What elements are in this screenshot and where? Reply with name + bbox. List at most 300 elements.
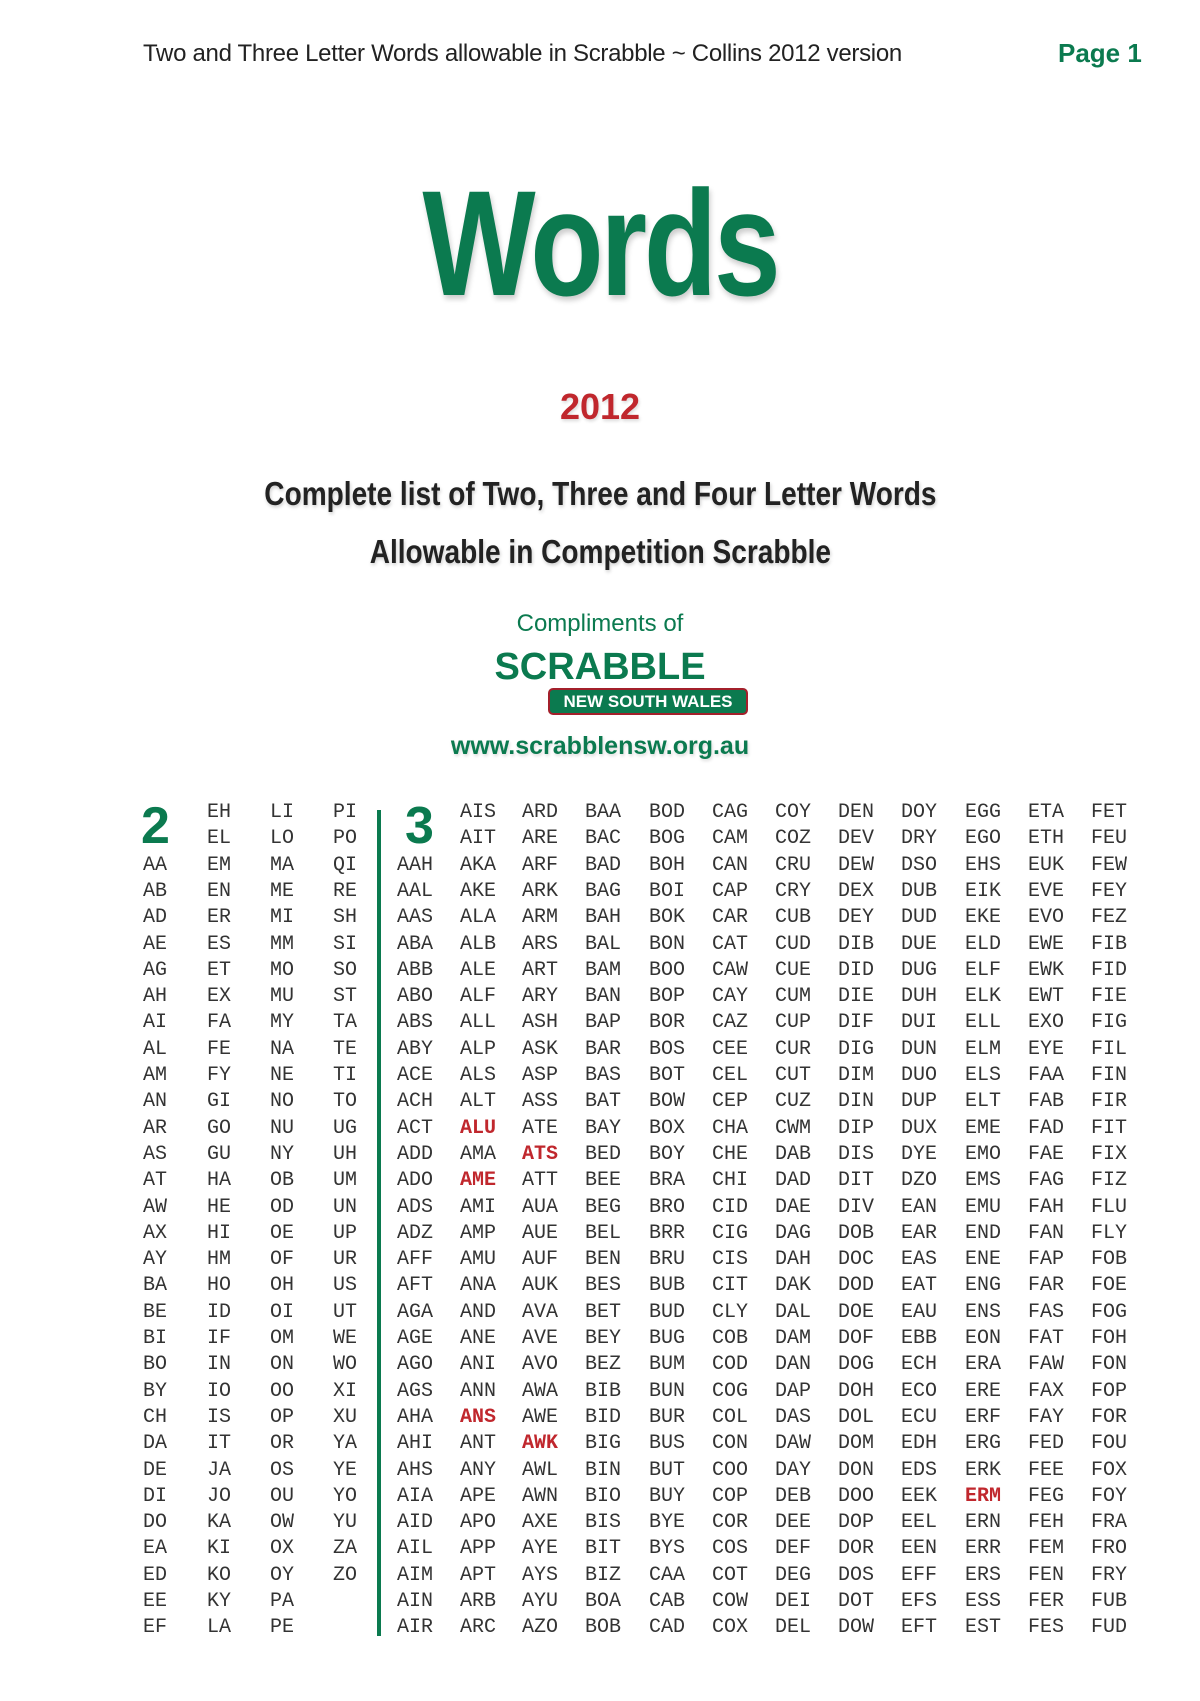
word-cell: DOL [838, 1405, 875, 1429]
word-cell: AD [143, 906, 168, 930]
word-cell: ADO [397, 1169, 434, 1193]
word-cell: BAT [585, 1090, 622, 1114]
word-cell: ART [522, 958, 559, 982]
word-cell: CWM [775, 1116, 812, 1140]
word-cell: BEZ [585, 1353, 622, 1377]
word-cell: AHS [397, 1458, 434, 1482]
word-cell: APE [460, 1484, 497, 1508]
word-cell: DOO [838, 1484, 875, 1508]
word-cell: BAN [585, 985, 622, 1009]
word-cell: YA [333, 1432, 358, 1456]
word-cell: OX [270, 1537, 295, 1561]
word-cell: BRU [649, 1248, 686, 1272]
org-logo-name: SCRABBLE [494, 646, 706, 688]
word-cell: BAD [585, 853, 622, 877]
word-cell: BUG [649, 1327, 686, 1350]
word-cell: ERR [965, 1537, 1002, 1561]
word-cell: EL [207, 827, 232, 851]
word-cell: AM [143, 1064, 168, 1087]
word-cell: BIG [585, 1432, 622, 1456]
word-cell: ALA [460, 906, 497, 930]
word-cell: AAL [397, 879, 434, 903]
subtitle-line-1-text: Complete list of Two, Three and Four Letter Words [263, 475, 937, 512]
word-cell: DEL [775, 1616, 812, 1640]
word-cell: FEE [1028, 1458, 1065, 1482]
word-cell: CUP [775, 1011, 812, 1035]
word-cell: EME [965, 1116, 1002, 1140]
word-cell: OU [270, 1484, 295, 1508]
word-cell: BAL [585, 932, 622, 956]
word-cell: OR [270, 1432, 295, 1456]
word-cell: DAP [775, 1379, 812, 1403]
word-cell: BEL [585, 1221, 622, 1245]
word-cell: ABS [397, 1011, 434, 1035]
word-cell: FAP [1028, 1248, 1065, 1272]
word-cell: FIX [1091, 1142, 1128, 1166]
word-cell: ADD [397, 1142, 434, 1166]
word-cell: FAD [1028, 1116, 1065, 1140]
word-cell: GU [207, 1142, 232, 1166]
word-cell: BUD [649, 1300, 686, 1324]
word-cell: AAH [397, 853, 434, 877]
word-cell: AVO [522, 1353, 559, 1377]
word-cell: DUE [901, 932, 938, 956]
word-cell: ELM [965, 1037, 1002, 1061]
word-cell: CLY [712, 1300, 749, 1324]
word-cell: BRA [649, 1169, 686, 1193]
word-cell: KA [207, 1511, 232, 1535]
word-cell: YO [333, 1484, 358, 1508]
word-cell: BID [585, 1405, 622, 1429]
word-cell: ARC [460, 1616, 497, 1640]
word-cell: DAG [775, 1221, 812, 1245]
word-cell: CAY [712, 985, 749, 1009]
word-cell: ENS [965, 1300, 1002, 1324]
word-cell: ANT [460, 1432, 497, 1456]
word-cell: ACH [397, 1090, 434, 1114]
word-cell: CRU [775, 853, 812, 877]
two-letter-heading: 2 [141, 797, 170, 855]
word-cell: BOO [649, 958, 686, 982]
word-cell: MM [270, 932, 295, 956]
word-cell: CEL [712, 1064, 749, 1087]
word-cell: EN [207, 879, 232, 903]
word-cell: FLU [1091, 1195, 1128, 1219]
word-cell: EVO [1028, 906, 1065, 930]
word-cell: ABY [397, 1037, 434, 1061]
word-cell: DAW [775, 1432, 812, 1456]
word-cell: CAG [712, 801, 749, 824]
word-cell: FEW [1091, 853, 1128, 877]
word-cell: AMU [460, 1248, 497, 1272]
word-cell: FER [1028, 1590, 1065, 1613]
word-cell: EXO [1028, 1011, 1065, 1035]
word-cell: OW [270, 1511, 295, 1535]
word-cell: DEV [838, 827, 875, 851]
word-cell: BAR [585, 1037, 622, 1061]
word-cell: PA [270, 1590, 295, 1613]
word-cell: EGO [965, 827, 1002, 851]
word-cell: COL [712, 1405, 749, 1429]
word-cell: DOP [838, 1511, 875, 1535]
word-cell: EF [143, 1616, 168, 1640]
word-cell: QI [333, 853, 358, 877]
word-cell: HA [207, 1169, 232, 1193]
word-cell: DIV [838, 1195, 875, 1219]
word-cell: CON [712, 1432, 749, 1456]
word-cell: ADZ [397, 1221, 434, 1245]
word-cell: BO [143, 1353, 168, 1377]
word-cell: BOS [649, 1037, 686, 1061]
word-cell: CUM [775, 985, 812, 1009]
word-cell: MO [270, 958, 295, 982]
word-cell: AIM [397, 1563, 434, 1587]
word-cell: HI [207, 1221, 232, 1245]
word-cell: AND [460, 1300, 497, 1324]
word-cell: EA [143, 1537, 168, 1561]
word-cell: ARK [522, 879, 559, 903]
word-cell: RE [333, 879, 358, 903]
word-cell: FEZ [1091, 906, 1128, 930]
word-cell: ERN [965, 1511, 1002, 1535]
word-cell: BYS [649, 1537, 686, 1561]
word-cell: AL [143, 1037, 168, 1061]
word-cell: FAS [1028, 1300, 1065, 1324]
word-cell: EST [965, 1616, 1002, 1640]
word-cell: PE [270, 1616, 295, 1640]
word-cell-highlighted: ANS [460, 1405, 497, 1429]
word-cell: ALB [460, 932, 497, 956]
word-cell: OY [270, 1563, 295, 1587]
word-cell: MY [270, 1011, 295, 1035]
word-cell: KY [207, 1590, 232, 1613]
word-cell: DUN [901, 1037, 938, 1061]
word-cell: EGG [965, 801, 1002, 824]
word-cell: CUZ [775, 1090, 812, 1114]
word-cell: PO [333, 827, 358, 851]
word-cell: EAT [901, 1274, 938, 1298]
word-cell: COS [712, 1537, 749, 1561]
word-cell: ELS [965, 1064, 1002, 1087]
word-cell: AWL [522, 1458, 559, 1482]
word-cell: ATT [522, 1169, 559, 1193]
word-cell: FIB [1091, 932, 1128, 956]
word-cell: KO [207, 1563, 232, 1587]
word-cell: OD [270, 1195, 295, 1219]
word-cell: CEP [712, 1090, 749, 1114]
word-cell: AIL [397, 1537, 434, 1561]
word-cell: AGE [397, 1327, 434, 1350]
word-cell: ABA [397, 932, 434, 956]
word-cell: BON [649, 932, 686, 956]
word-cell: OM [270, 1327, 295, 1350]
word-cell: EH [207, 801, 232, 824]
word-cell: XU [333, 1405, 358, 1429]
word-cell: BAS [585, 1064, 622, 1087]
word-cell: CAD [649, 1616, 686, 1640]
word-cell: DIM [838, 1064, 875, 1087]
word-cell: AGS [397, 1379, 434, 1403]
word-cell: SH [333, 906, 358, 930]
word-cell: ERF [965, 1405, 1002, 1429]
word-cell: ST [333, 985, 358, 1009]
word-cell: AS [143, 1142, 168, 1166]
word-cell: DUX [901, 1116, 938, 1140]
word-cell: BIN [585, 1458, 622, 1482]
word-cell: WO [333, 1353, 358, 1377]
word-cell: DAM [775, 1327, 812, 1350]
word-cell: FOG [1091, 1300, 1128, 1324]
word-cell: BAP [585, 1011, 622, 1035]
word-cell: OS [270, 1458, 295, 1482]
word-cell: BOX [649, 1116, 686, 1140]
word-cell: BUT [649, 1458, 686, 1482]
word-cell: FAW [1028, 1353, 1065, 1377]
word-cell: ES [207, 932, 232, 956]
website-link[interactable]: www.scrabblensw.org.au [450, 732, 750, 760]
word-cell: CUR [775, 1037, 812, 1061]
word-cell: JO [207, 1484, 232, 1508]
word-cell: ZO [333, 1563, 358, 1587]
word-cell: ER [207, 906, 232, 930]
word-cell: ALP [460, 1037, 497, 1061]
word-cell: TE [333, 1037, 358, 1061]
word-cell: DUG [901, 958, 938, 982]
word-cell: AW [143, 1195, 168, 1219]
word-cell: AMP [460, 1221, 497, 1245]
word-cell: DOB [838, 1221, 875, 1245]
word-cell-highlighted: AWK [522, 1432, 559, 1456]
word-cell: BY [143, 1379, 168, 1403]
word-cell: DOH [838, 1379, 875, 1403]
word-cell: BAG [585, 879, 622, 903]
word-cell: NU [270, 1116, 295, 1140]
word-cell: DA [143, 1432, 168, 1456]
word-cell: ECU [901, 1405, 938, 1429]
word-cell: FOP [1091, 1379, 1128, 1403]
word-cell: ESS [965, 1590, 1002, 1613]
word-cell: BOT [649, 1064, 686, 1087]
word-cell: AUA [522, 1195, 559, 1219]
word-cell: DOF [838, 1327, 875, 1350]
word-cell: CAM [712, 827, 749, 851]
word-cell: CHI [712, 1169, 749, 1193]
word-cell: DOS [838, 1563, 875, 1587]
word-cell: AZO [522, 1616, 559, 1640]
word-cell: BEE [585, 1169, 622, 1193]
word-cell: AUK [522, 1274, 559, 1298]
word-cell: SI [333, 932, 358, 956]
word-cell: ARF [522, 853, 559, 877]
word-cell: EM [207, 853, 232, 877]
word-cell: CRY [775, 879, 812, 903]
word-cell: AHI [397, 1432, 434, 1456]
word-cell: BOW [649, 1090, 686, 1114]
word-cell: FIE [1091, 985, 1128, 1009]
word-cell: COT [712, 1563, 749, 1587]
word-cell: DAS [775, 1405, 812, 1429]
word-cell: BUS [649, 1432, 686, 1456]
word-cell: CIT [712, 1274, 749, 1298]
word-cell: ERS [965, 1563, 1002, 1587]
word-cell: DAK [775, 1274, 812, 1298]
word-cell: OF [270, 1248, 295, 1272]
word-cell: FOU [1091, 1432, 1128, 1456]
word-cell: ANA [460, 1274, 497, 1298]
word-cell: DYE [901, 1142, 938, 1166]
word-cell: ATE [522, 1116, 559, 1140]
word-cell: FAN [1028, 1221, 1065, 1245]
word-cell: UH [333, 1142, 358, 1166]
word-cell: AHA [397, 1405, 434, 1429]
word-cell: IF [207, 1327, 232, 1350]
word-cell: BUY [649, 1484, 686, 1508]
word-cell: DUP [901, 1090, 938, 1114]
word-cell: ERG [965, 1432, 1002, 1456]
word-cell: ETA [1028, 801, 1065, 824]
word-cell: LO [270, 827, 295, 851]
word-cell: NA [270, 1037, 295, 1061]
word-cell: DAL [775, 1300, 812, 1324]
word-cell: BED [585, 1142, 622, 1166]
word-cell: EUK [1028, 853, 1065, 877]
word-cell: FOH [1091, 1327, 1128, 1350]
word-cell: ANN [460, 1379, 497, 1403]
word-cell: DEF [775, 1537, 812, 1561]
word-cell: DIP [838, 1116, 875, 1140]
word-cell: BAA [585, 801, 622, 824]
word-cell: AIN [397, 1590, 434, 1613]
word-cell: BEN [585, 1248, 622, 1272]
word-cell: TI [333, 1064, 358, 1087]
word-cell: AFT [397, 1274, 434, 1298]
word-cell: AH [143, 985, 168, 1009]
word-cell: DAE [775, 1195, 812, 1219]
word-cell: EE [143, 1590, 168, 1613]
word-cell: ABO [397, 985, 434, 1009]
word-cell: AIR [397, 1616, 434, 1640]
word-cell: DOR [838, 1537, 875, 1561]
subtitle-line-2-text: Allowable in Competition Scrabble [369, 533, 831, 570]
word-cell: FEY [1091, 879, 1128, 903]
word-cell: AMI [460, 1195, 497, 1219]
word-cell: AUE [522, 1221, 559, 1245]
word-cell: CID [712, 1195, 749, 1219]
three-letter-heading: 3 [405, 797, 434, 855]
word-cell: AWA [522, 1379, 559, 1403]
word-cell: AE [143, 932, 168, 956]
word-cell-highlighted: ATS [522, 1142, 559, 1166]
word-cell: FRA [1091, 1511, 1128, 1535]
word-cell: LI [270, 801, 295, 824]
word-cell: FEU [1091, 827, 1128, 851]
word-cell: DAN [775, 1353, 812, 1377]
word-cell: AG [143, 958, 168, 982]
word-cell: BIZ [585, 1563, 622, 1587]
word-cell: AR [143, 1116, 168, 1140]
word-cell: ALT [460, 1090, 497, 1114]
word-cell: APT [460, 1563, 497, 1587]
word-cell: FEM [1028, 1537, 1065, 1561]
word-cell: EDS [901, 1458, 938, 1482]
word-cell: ECO [901, 1379, 938, 1403]
word-cell: BEY [585, 1327, 622, 1350]
word-cell: UM [333, 1169, 358, 1193]
word-cell: LA [207, 1616, 232, 1640]
word-cell: FIZ [1091, 1169, 1128, 1193]
word-cell: COD [712, 1353, 749, 1377]
word-cell: FIR [1091, 1090, 1128, 1114]
word-cell: FES [1028, 1616, 1065, 1640]
word-cell: ARE [522, 827, 559, 851]
word-cell: BIT [585, 1537, 622, 1561]
word-cell: UR [333, 1248, 358, 1272]
column-divider [377, 810, 381, 1636]
word-cell: FOX [1091, 1458, 1128, 1482]
word-cell: AIA [397, 1484, 434, 1508]
word-cell: AKA [460, 853, 497, 877]
word-cell: EMS [965, 1169, 1002, 1193]
word-cell: COP [712, 1484, 749, 1508]
word-cell: DAB [775, 1142, 812, 1166]
word-cell: CUD [775, 932, 812, 956]
word-cell: SO [333, 958, 358, 982]
word-cell: DRY [901, 827, 938, 851]
word-cell: EEN [901, 1537, 938, 1561]
word-cell: CAW [712, 958, 749, 982]
word-cell: DIN [838, 1090, 875, 1114]
word-cell: FOR [1091, 1405, 1128, 1429]
word-cell: BOK [649, 906, 686, 930]
word-cell: YU [333, 1511, 358, 1535]
word-cell: AWN [522, 1484, 559, 1508]
word-cell: EX [207, 985, 232, 1009]
word-cell: APO [460, 1511, 497, 1535]
word-cell: ARM [522, 906, 559, 930]
word-cell: AYS [522, 1563, 559, 1587]
word-cell: BAC [585, 827, 622, 851]
word-cell: AKE [460, 879, 497, 903]
word-cell: FRY [1091, 1563, 1128, 1587]
word-cell: ARS [522, 932, 559, 956]
word-cell: DON [838, 1458, 875, 1482]
word-cell: MU [270, 985, 295, 1009]
word-cell: US [333, 1274, 358, 1298]
word-cell: DIT [838, 1169, 875, 1193]
word-cell: MI [270, 906, 295, 930]
word-cell: DOW [838, 1616, 875, 1640]
word-cell: FIG [1091, 1011, 1128, 1035]
word-cell: HE [207, 1195, 232, 1219]
word-cell: BIB [585, 1379, 622, 1403]
word-cell: GO [207, 1116, 232, 1140]
word-cell: BOR [649, 1011, 686, 1035]
word-cell: DIF [838, 1011, 875, 1035]
word-cell: BUB [649, 1274, 686, 1298]
word-cell: EWE [1028, 932, 1065, 956]
word-cell: CAN [712, 853, 749, 877]
word-cell: ENE [965, 1248, 1002, 1272]
word-cell: DUO [901, 1064, 938, 1087]
word-cell: EON [965, 1327, 1002, 1350]
word-cell: DOG [838, 1353, 875, 1377]
word-cell: AI [143, 1011, 168, 1035]
word-cell: BOY [649, 1142, 686, 1166]
subtitle-line-2 [0, 533, 1200, 571]
word-cell: FAX [1028, 1379, 1065, 1403]
word-cell: OH [270, 1274, 295, 1298]
cover-title-text: Words [422, 159, 778, 327]
